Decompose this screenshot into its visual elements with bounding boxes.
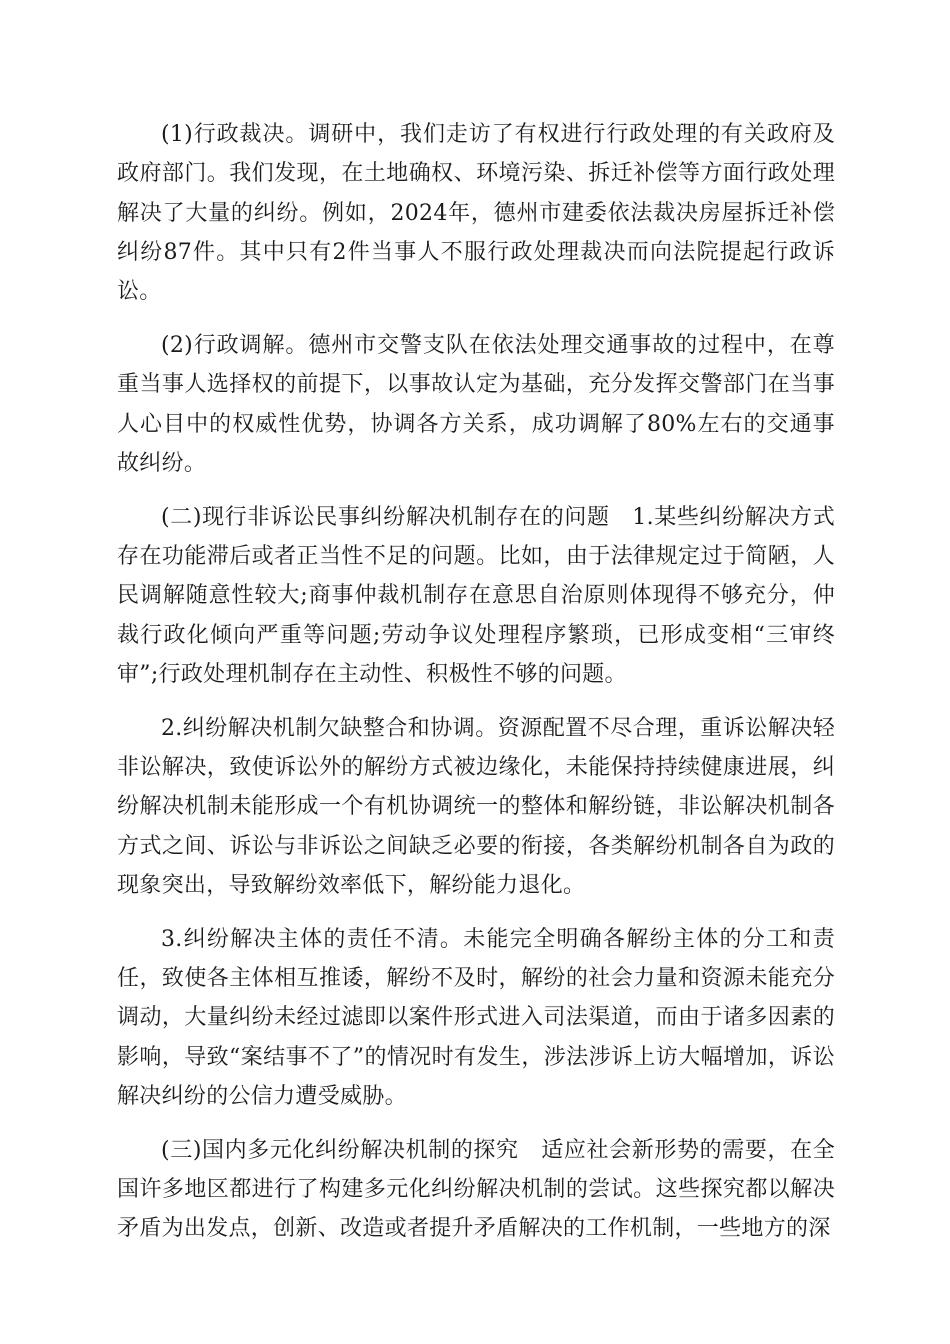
paragraph-existing-problems: (二)现行非诉讼民事纠纷解决机制存在的问题 1.某些纠纷解决方式存在功能滞后或者正当性不足的问题。比如，由于法律规定过于简陋，人民调解随意性较大;商事仲裁机制存在意思自治原则体现得不够充分，仲裁行政化倾向严重等问题;劳动争议处理程序繁琐，已形成变相“三审终审”;行政处理机制存在主动性、积极性不够的问题。	[117, 504, 835, 687]
paragraph-administrative-adjudication: (1)行政裁决。调研中，我们走访了有权进行行政处理的有关政府及政府部门。我们发现，在土地确权、环境污染、拆迁补偿等方面行政处理解决了大量的纠纷。例如，2024年，德州市建委依法裁决房屋拆迁补偿纠纷87件。其中只有2件当事人不服行政处理裁决而向法院提起行政诉讼。	[117, 122, 835, 305]
document-body	[117, 115, 835, 1263]
paragraph-domestic-exploration: (三)国内多元化纠纷解决机制的探究 适应社会新形势的需要，在全国许多地区都进行了构建多元化纠纷解决机制的尝试。这些探究都以解决矛盾为出发点，创新、改造或者提升矛盾解决的工作机制，一些地方的深	[117, 1137, 835, 1242]
paragraph-unclear-responsibility: 3.纠纷解决主体的责任不清。未能完全明确各解纷主体的分工和责任，致使各主体相互推诿，解纷不及时，解纷的社会力量和资源未能充分调动，大量纠纷未经过滤即以案件形式进入司法渠道，而由于诸多因素的影响，导致“案结事不了”的情况时有发生，涉法涉诉上访大幅增加，诉讼解决纠纷的公信力遭受威胁。	[117, 926, 835, 1109]
paragraph-administrative-mediation: (2)行政调解。德州市交警支队在依法处理交通事故的过程中，在尊重当事人选择权的前提下，以事故认定为基础，充分发挥交警部门在当事人心目中的权威性优势，协调各方关系，成功调解了80%左右的交通事故纠纷。	[117, 332, 835, 476]
paragraph-lack-of-integration: 2.纠纷解决机制欠缺整合和协调。资源配置不尽合理，重诉讼解决轻非讼解决，致使诉讼外的解纷方式被边缘化，未能保持持续健康进展，纠纷解决机制未能形成一个有机协调统一的整体和解纷链，非讼解决机制各方式之间、诉讼与非诉讼之间缺乏必要的衔接，各类解纷机制各自为政的现象突出，导致解纷效率低下，解纷能力退化。	[117, 715, 835, 898]
